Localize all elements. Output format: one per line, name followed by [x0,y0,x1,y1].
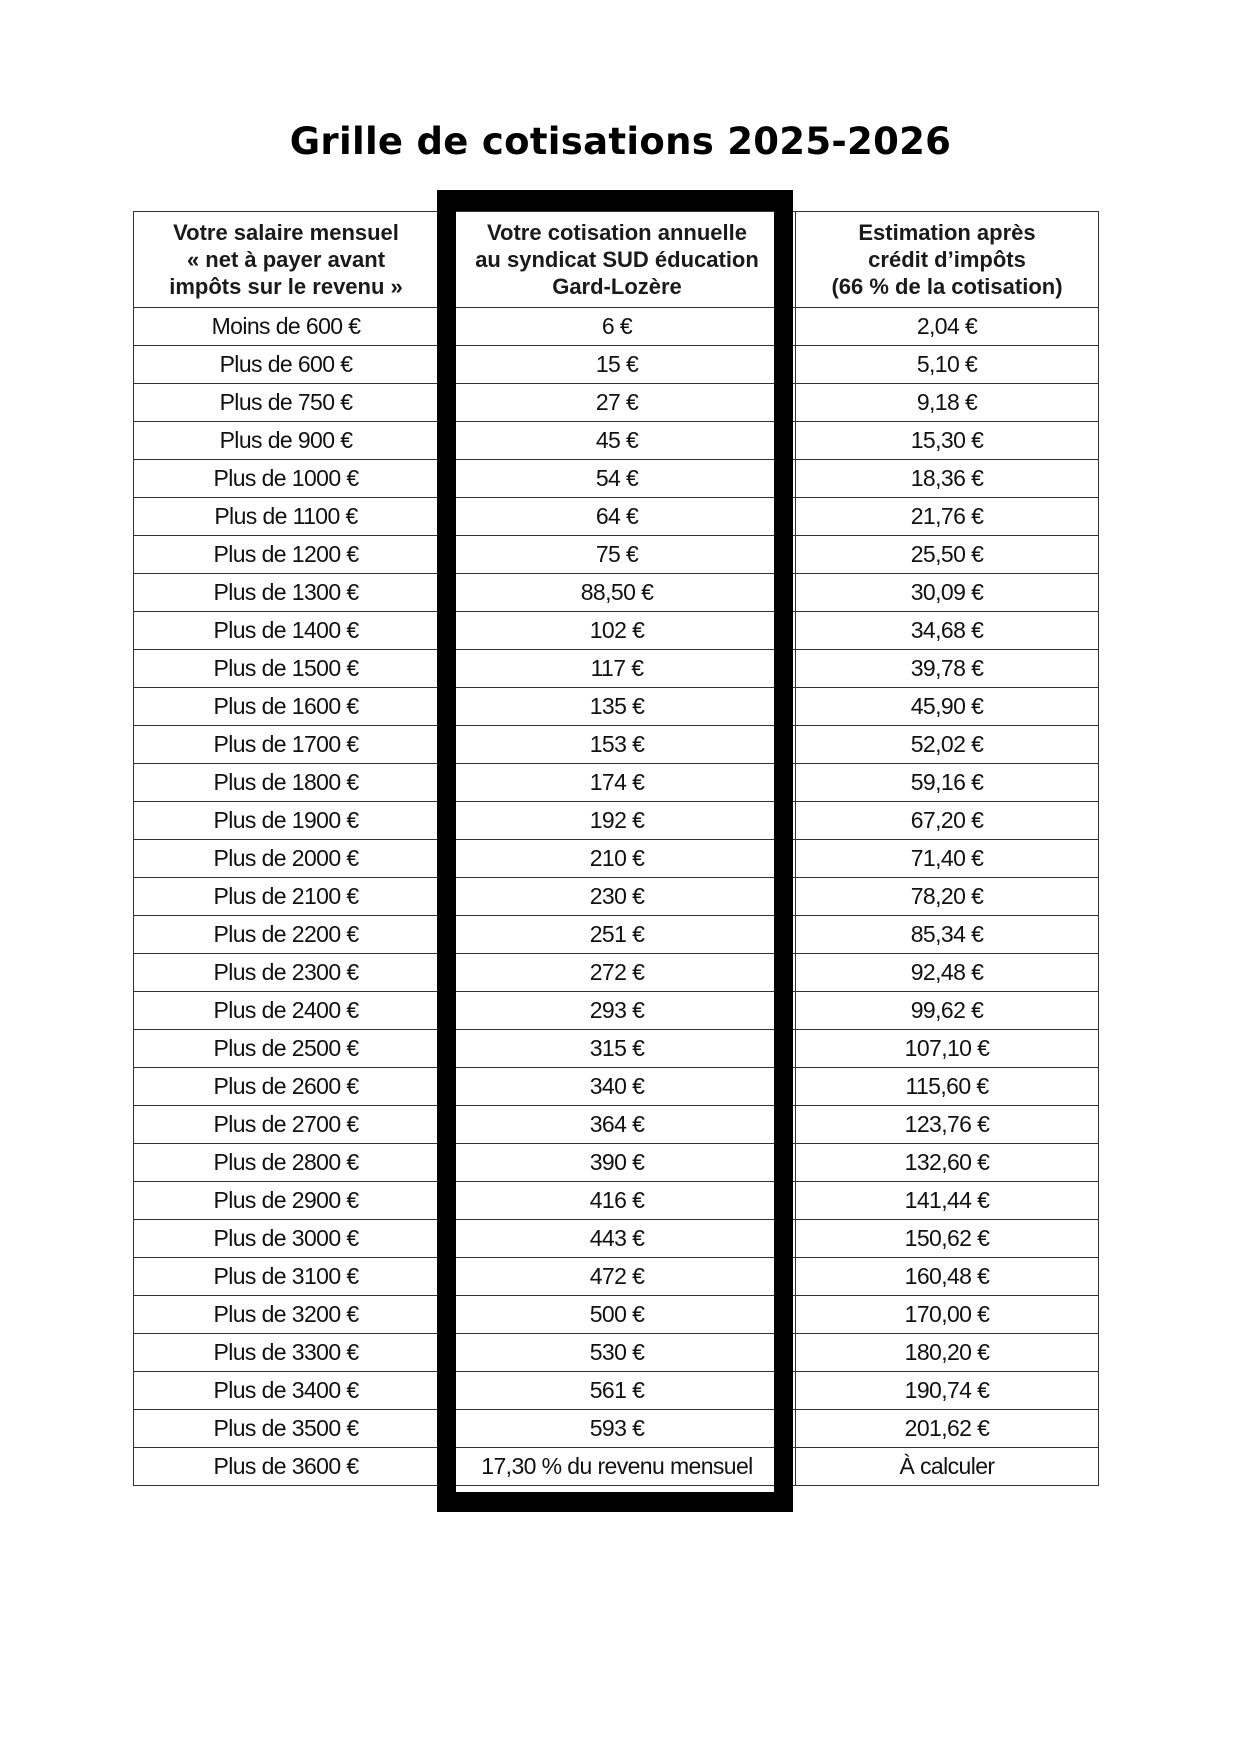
table-row [134,726,1099,764]
cell-after-credit: 99,62 € [796,992,1099,1030]
cell-salary: Plus de 2200 € [134,916,439,954]
table-row [134,916,1099,954]
cell-salary: Plus de 1000 € [134,460,439,498]
cell-salary: Plus de 3600 € [134,1448,439,1486]
table-row [134,954,1099,992]
cell-salary: Plus de 2800 € [134,1144,439,1182]
cell-contribution: 443 € [439,1220,796,1258]
table-row [134,840,1099,878]
cell-contribution: 593 € [439,1410,796,1448]
cell-contribution: 390 € [439,1144,796,1182]
cell-contribution: 210 € [439,840,796,878]
header-line: crédit d’impôts [868,247,1026,272]
cell-after-credit: 52,02 € [796,726,1099,764]
table-row [134,536,1099,574]
cell-after-credit: 180,20 € [796,1334,1099,1372]
cell-contribution: 472 € [439,1258,796,1296]
cell-salary: Plus de 1200 € [134,536,439,574]
header-line: impôts sur le revenu » [169,274,403,299]
table-row [134,1296,1099,1334]
cell-after-credit: 115,60 € [796,1068,1099,1106]
cell-after-credit: 71,40 € [796,840,1099,878]
header-line: au syndicat SUD éducation [475,247,759,272]
contribution-table [133,211,1099,1486]
header-contribution [439,212,796,308]
cell-salary: Plus de 1600 € [134,688,439,726]
table-row [134,650,1099,688]
table-row [134,878,1099,916]
cell-after-credit: 39,78 € [796,650,1099,688]
cell-salary: Plus de 2300 € [134,954,439,992]
table-row [134,992,1099,1030]
cell-contribution: 117 € [439,650,796,688]
cell-salary: Plus de 3000 € [134,1220,439,1258]
cell-contribution: 500 € [439,1296,796,1334]
cell-after-credit: 45,90 € [796,688,1099,726]
cell-after-credit: 25,50 € [796,536,1099,574]
cell-salary: Plus de 2900 € [134,1182,439,1220]
cell-salary: Plus de 3200 € [134,1296,439,1334]
table-row [134,1182,1099,1220]
cell-after-credit: 9,18 € [796,384,1099,422]
cell-contribution: 192 € [439,802,796,840]
cell-salary: Plus de 1700 € [134,726,439,764]
cell-after-credit: 85,34 € [796,916,1099,954]
cell-salary: Plus de 750 € [134,384,439,422]
cell-after-credit: 160,48 € [796,1258,1099,1296]
cell-contribution: 230 € [439,878,796,916]
table-row [134,1448,1099,1486]
cell-after-credit: 132,60 € [796,1144,1099,1182]
cell-contribution: 54 € [439,460,796,498]
header-line: Estimation après [858,220,1036,245]
cell-salary: Plus de 1300 € [134,574,439,612]
table-row [134,498,1099,536]
cell-contribution: 251 € [439,916,796,954]
cell-contribution: 64 € [439,498,796,536]
cell-salary: Plus de 1500 € [134,650,439,688]
cell-salary: Plus de 2700 € [134,1106,439,1144]
cell-after-credit: 107,10 € [796,1030,1099,1068]
header-line: (66 % de la cotisation) [831,274,1063,299]
cell-contribution: 340 € [439,1068,796,1106]
cell-after-credit: 141,44 € [796,1182,1099,1220]
header-after-tax-credit [796,212,1099,308]
cell-contribution: 315 € [439,1030,796,1068]
table-row [134,346,1099,384]
table-row [134,1030,1099,1068]
header-line: Votre salaire mensuel [173,220,399,245]
cell-after-credit: 34,68 € [796,612,1099,650]
cell-after-credit: 30,09 € [796,574,1099,612]
table-row [134,802,1099,840]
table-row [134,764,1099,802]
cell-salary: Plus de 2600 € [134,1068,439,1106]
cell-contribution: 6 € [439,308,796,346]
cell-salary: Plus de 1900 € [134,802,439,840]
table-row [134,308,1099,346]
table-row [134,1258,1099,1296]
cell-after-credit: 78,20 € [796,878,1099,916]
cell-contribution: 27 € [439,384,796,422]
cell-salary: Plus de 1800 € [134,764,439,802]
table-row [134,1334,1099,1372]
table-row [134,460,1099,498]
cell-after-credit: 21,76 € [796,498,1099,536]
cell-salary: Plus de 3400 € [134,1372,439,1410]
cell-salary: Plus de 2500 € [134,1030,439,1068]
header-line: « net à payer avant [186,247,386,272]
cell-after-credit: 2,04 € [796,308,1099,346]
cell-contribution: 102 € [439,612,796,650]
cell-after-credit: 18,36 € [796,460,1099,498]
cell-after-credit: 150,62 € [796,1220,1099,1258]
cell-contribution: 561 € [439,1372,796,1410]
cell-contribution: 75 € [439,536,796,574]
header-line: Gard-Lozère [552,274,682,299]
cell-contribution: 530 € [439,1334,796,1372]
cell-contribution: 272 € [439,954,796,992]
cell-contribution: 153 € [439,726,796,764]
cell-salary: Plus de 2000 € [134,840,439,878]
cell-after-credit: 15,30 € [796,422,1099,460]
cell-contribution: 15 € [439,346,796,384]
cell-salary: Plus de 600 € [134,346,439,384]
header-salary [134,212,439,308]
cell-after-credit: 67,20 € [796,802,1099,840]
cell-contribution: 416 € [439,1182,796,1220]
cell-after-credit: 170,00 € [796,1296,1099,1334]
table-row [134,422,1099,460]
cell-after-credit: 92,48 € [796,954,1099,992]
table-row [134,1372,1099,1410]
page-title: Grille de cotisations 2025-2026 [289,120,952,163]
cell-contribution: 17,30 % du revenu mensuel [439,1448,796,1486]
table-row [134,1068,1099,1106]
cell-salary: Plus de 900 € [134,422,439,460]
cell-contribution: 88,50 € [439,574,796,612]
cell-salary: Moins de 600 € [134,308,439,346]
cell-after-credit: À calculer [796,1448,1099,1486]
cell-contribution: 174 € [439,764,796,802]
header-line: Votre cotisation annuelle [487,220,747,245]
cell-salary: Plus de 3300 € [134,1334,439,1372]
table-row [134,612,1099,650]
cell-salary: Plus de 2400 € [134,992,439,1030]
table-row [134,1410,1099,1448]
cell-after-credit: 201,62 € [796,1410,1099,1448]
cell-contribution: 364 € [439,1106,796,1144]
cell-salary: Plus de 3100 € [134,1258,439,1296]
table-row [134,1220,1099,1258]
table-row [134,574,1099,612]
cell-contribution: 293 € [439,992,796,1030]
table-header-row [134,212,1099,308]
cell-salary: Plus de 3500 € [134,1410,439,1448]
cell-salary: Plus de 1400 € [134,612,439,650]
cell-contribution: 45 € [439,422,796,460]
table-row [134,1106,1099,1144]
cell-after-credit: 123,76 € [796,1106,1099,1144]
table-row [134,384,1099,422]
cell-contribution: 135 € [439,688,796,726]
table-row [134,688,1099,726]
cell-salary: Plus de 2100 € [134,878,439,916]
cell-after-credit: 190,74 € [796,1372,1099,1410]
table-row [134,1144,1099,1182]
cell-after-credit: 5,10 € [796,346,1099,384]
cell-salary: Plus de 1100 € [134,498,439,536]
cell-after-credit: 59,16 € [796,764,1099,802]
